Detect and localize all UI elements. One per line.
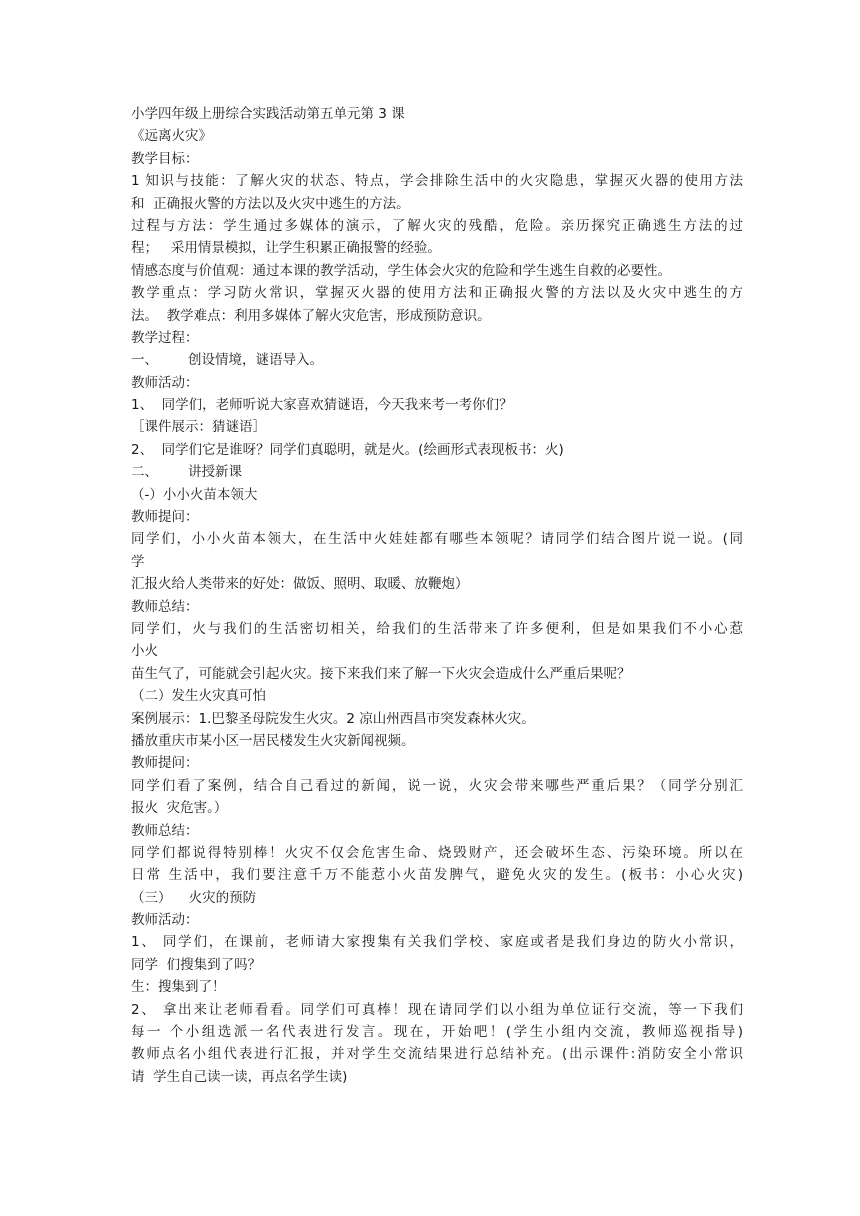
text-line: 二、 讲授新课 [131, 464, 243, 481]
text-line: 程； 采用情景模拟，让学生积累正确报警的经验。 [131, 240, 441, 257]
text-line: 同学们看了案例，结合自己看过的新闻，说一说，火灾会带来哪些严重后果？（同学分别汇 [131, 777, 743, 794]
text-line: ［课件展示：猜谜语］ [131, 419, 266, 436]
text-line: 汇报火给人类带来的好处：做饭、照明、取暖、放鞭炮） [131, 576, 469, 593]
text-line: 苗生气了，可能就会引起火灾。接下来我们来了解一下火灾会造成什么严重后果呢？ [131, 665, 631, 682]
text-line: 教学过程： [131, 329, 199, 346]
text-line: 和 正确报火警的方法以及火灾中逃生的方法。 [131, 195, 410, 212]
text-line: 1、 同学们，老师听说大家喜欢猜谜语，今天我来考一考你们？ [131, 397, 513, 414]
text-line: 教师活动： [131, 374, 199, 391]
text-line: 生：搜集到了！ [131, 979, 226, 996]
text-line: 教师提问： [131, 509, 199, 526]
text-line: 报火 灾危害。） [131, 800, 228, 817]
text-line: 同学们，小小火苗本领大，在生活中火娃娃都有哪些本领呢？请同学们结合图片说一说。(同 [131, 531, 743, 548]
text-line: 教学目标： [131, 150, 199, 167]
text-line: 日常 生活中，我们要注意千万不能惹小火苗发脾气，避免火灾的发生。(板书：小心火灾) [131, 867, 743, 884]
text-line: 播放重庆市某小区一居民楼发生火灾新闻视频。 [131, 732, 415, 749]
text-line: 小学四年级上册综合实践活动第五单元第 3 课 [131, 106, 405, 122]
text-line: 教师活动： [131, 912, 199, 929]
text-line: 教师点名小组代表进行汇报，并对学生交流结果进行总结补充。(出示课件:消防安全小常识 [131, 1046, 743, 1063]
text-line: 案例展示：1.巴黎圣母院发生火灾。2 凉山州西昌市突发森林火灾。 [131, 710, 535, 727]
text-line: 同学们都说得特别棒！火灾不仅会危害生命、烧毁财产，还会破坏生态、污染环境。所以在 [131, 844, 743, 861]
text-line: 法。 教学难点：利用多媒体了解火灾危害，形成预防意识。 [131, 307, 491, 324]
text-line: 2、 拿出来让老师看看。同学们可真棒！现在请同学们以小组为单位证行交流，等一下我们 [131, 1001, 743, 1018]
text-line: 情感态度与价值观：通过本课的教学活动，学生体会火灾的危险和学生逃生自救的必要性。 [131, 262, 671, 279]
text-line: 1 知识与技能：了解火灾的状态、特点，学会排除生活中的火灾隐患，掌握灭火器的使用方法 [131, 173, 743, 190]
text-line: 一、 创设情境，谜语导入。 [131, 352, 324, 369]
text-line: 2、 同学们它是谁呀？同学们真聪明，就是火。(绘画形式表现板书：火) [131, 441, 564, 458]
text-line: 每一 个小组选派一名代表进行发言。现在，开始吧！(学生小组内交流，教师巡视指导) [131, 1024, 743, 1041]
text-line: 同学们，火与我们的生活密切相关，给我们的生活带来了许多便利，但是如果我们不小心惹 [131, 620, 743, 637]
text-line: 《远离火灾》 [131, 128, 212, 145]
text-line: （三） 火灾的预防 [131, 889, 257, 906]
text-line: 学 [131, 553, 145, 570]
document-body [131, 103, 743, 1088]
text-line: 请 学生自己读一读，再点名学生读) [131, 1068, 348, 1085]
text-line: 过程与方法：学生通过多媒体的演示，了解火灾的残酷，危险。亲历探究正确逃生方法的过 [131, 217, 743, 234]
text-line: 教师总结： [131, 822, 199, 839]
text-line: 教学重点：学习防火常识，掌握灭火器的使用方法和正确报火警的方法以及火灾中逃生的方 [131, 285, 743, 302]
text-line: （二）发生火灾真可怕 [131, 688, 266, 705]
text-line: 教师总结： [131, 598, 199, 615]
text-line: 同学 们搜集到了吗？ [131, 956, 262, 973]
text-line: （-）小小火苗本领大 [131, 486, 258, 503]
text-line: 1、 同学们，在课前，老师请大家搜集有关我们学校、家庭或者是我们身边的防火小常识， [131, 934, 743, 951]
text-line: 小火 [131, 643, 158, 660]
text-line: 教师提问： [131, 755, 199, 772]
